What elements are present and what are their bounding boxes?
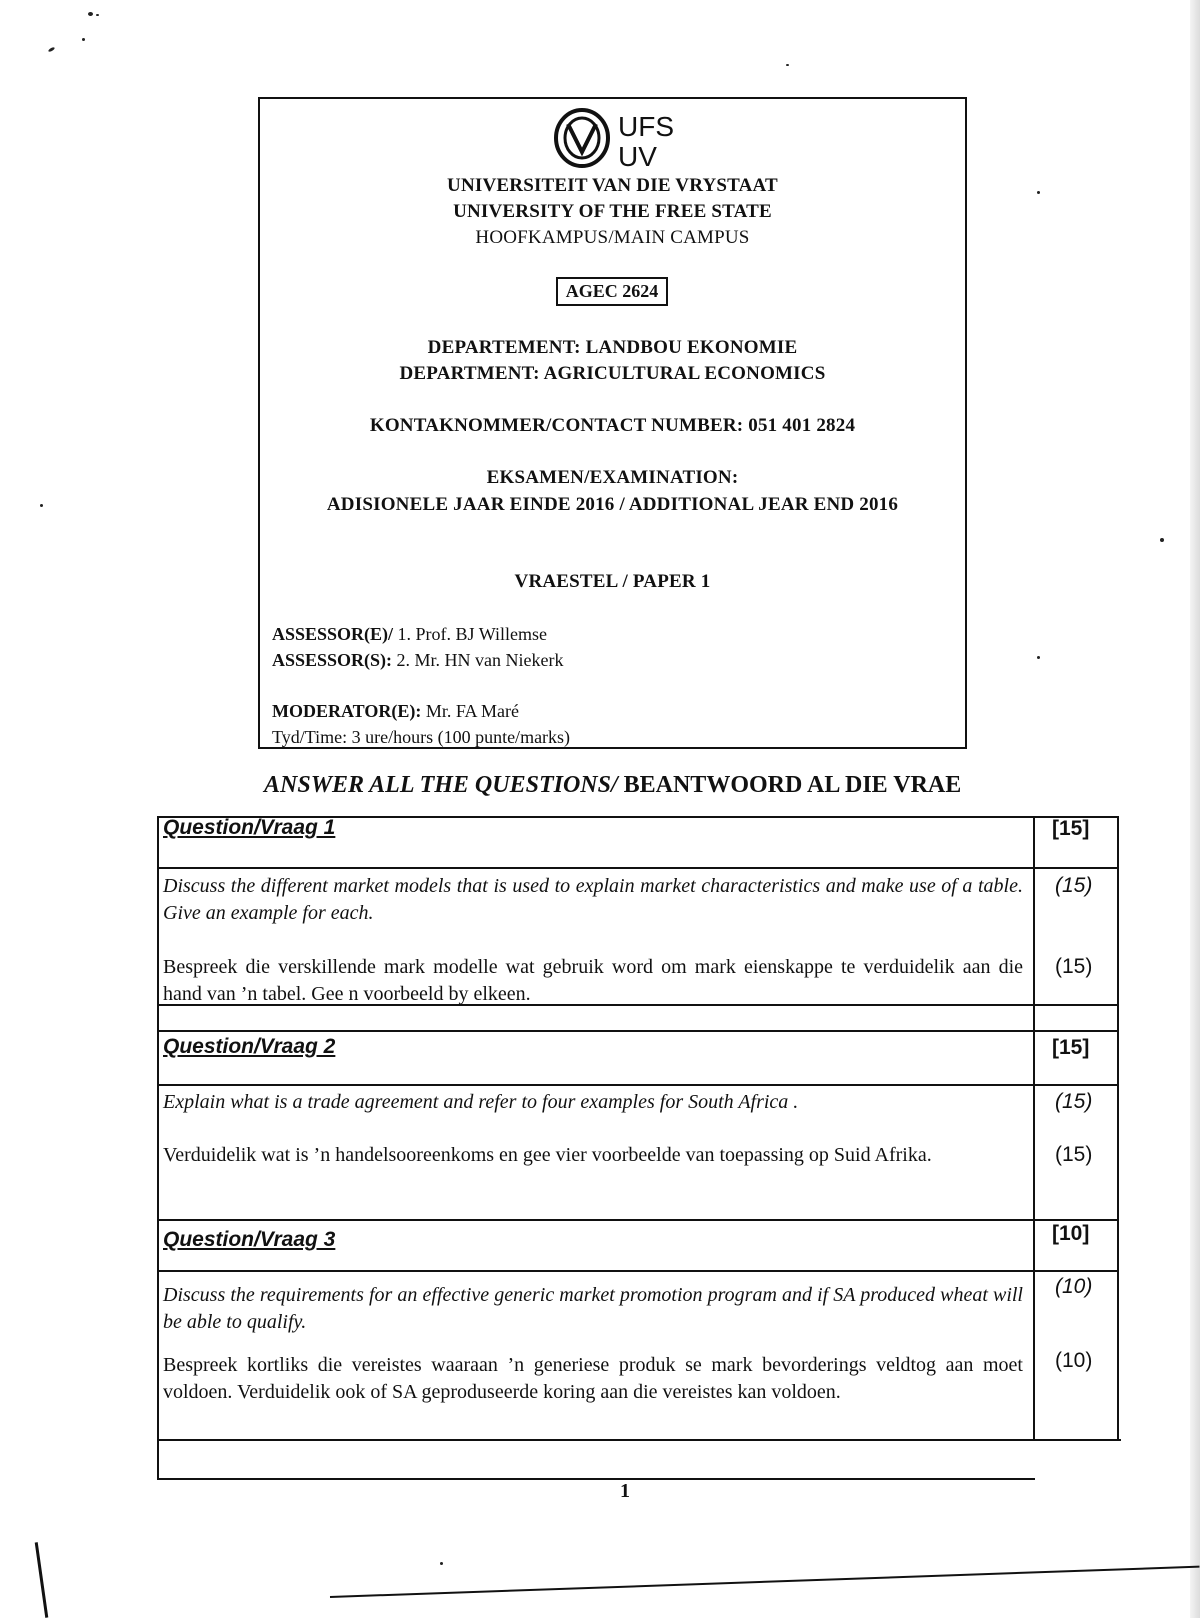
department-af: DEPARTEMENT: LANDBOU EKONOMIE xyxy=(427,337,798,358)
question-2-english-marks: (15) xyxy=(1055,1090,1093,1113)
question-1-english: Discuss the different market models that is used to explain market characteristics and make use of a table. Give an example for each. xyxy=(163,875,1023,924)
moderator-label: MODERATOR(E): xyxy=(272,701,422,721)
question-2-english: Explain what is a trade agreement and refer to four examples for South Africa . xyxy=(163,1091,799,1113)
question-1-afrikaans-marks: (15) xyxy=(1055,955,1093,978)
moderator-line xyxy=(272,701,519,722)
question-2-heading: Question/Vraag 2 xyxy=(163,1035,336,1058)
question-2-afrikaans: Verduidelik wat is ’n handelsooreenkoms en gee vier voorbeelde van toepassing op Suid Afrika. xyxy=(163,1144,932,1166)
instruction-en: ANSWER ALL THE QUESTIONS/ xyxy=(264,772,618,798)
logo-text-uv: UV xyxy=(618,141,657,170)
paper-number: VRAESTEL / PAPER 1 xyxy=(514,571,711,592)
scan-page-edge xyxy=(1190,0,1200,1618)
instruction-af: BEANTWOORD AL DIE VRAE xyxy=(617,772,962,798)
exam-session: ADISIONELE JAAR EINDE 2016 / ADDITIONAL JEAR END 2016 xyxy=(326,494,899,515)
university-name-af: UNIVERSITEIT VAN DIE VRYSTAAT xyxy=(447,175,778,196)
question-2-afrikaans-marks: (15) xyxy=(1055,1143,1093,1166)
question-3-afrikaans: Bespreek kortliks die vereistes waaraan ’n generiese produk se mark bevorderings veldtog aan moet voldoen. Verduidelik ook of SA geproduseerde koring aan die vereistes kan voldoen. xyxy=(163,1354,1023,1403)
moderator-name: Mr. FA Maré xyxy=(425,701,519,721)
department-en: DEPARTMENT: AGRICULTURAL ECONOMICS xyxy=(399,363,826,384)
logo-text-ufs: UFS xyxy=(618,111,674,142)
assessor-label-2: ASSESSOR(S): xyxy=(272,650,393,670)
exam-label: EKSAMEN/EXAMINATION: xyxy=(486,467,739,488)
question-2-total: [15] xyxy=(1052,1036,1090,1059)
question-3-afrikaans-marks: (10) xyxy=(1055,1349,1093,1372)
question-1-afrikaans: Bespreek die verskillende mark modelle wat gebruik word om mark eienskappe te verduidelik aan die hand van ’n tabel. Gee n voorbeeld by elkeen. xyxy=(163,956,1023,1005)
module-code: AGEC 2624 xyxy=(556,277,668,306)
instruction-line xyxy=(264,772,984,799)
assessor-1: 1. Prof. BJ Willemse xyxy=(397,624,547,644)
university-name-en: UNIVERSITY OF THE FREE STATE xyxy=(453,201,772,222)
assessor-label-1: ASSESSOR(E)/ xyxy=(272,624,394,644)
ufs-logo-icon xyxy=(552,106,702,170)
page-number: 1 xyxy=(620,1480,630,1502)
question-3-total: [10] xyxy=(1052,1222,1090,1245)
question-3-heading: Question/Vraag 3 xyxy=(163,1228,336,1251)
campus-name: HOOFKAMPUS/MAIN CAMPUS xyxy=(475,227,750,248)
assessor-2: 2. Mr. HN van Niekerk xyxy=(396,650,564,670)
question-3-english: Discuss the requirements for an effective generic market promotion program and if SA produced wheat will be able to qualify. xyxy=(163,1284,1023,1333)
question-1-total: [15] xyxy=(1052,817,1090,840)
assessor-line-2 xyxy=(272,650,564,671)
assessor-line-1 xyxy=(272,624,547,645)
exam-time: Tyd/Time: 3 ure/hours (100 punte/marks) xyxy=(272,727,571,747)
contact-number: KONTAKNOMMER/CONTACT NUMBER: 051 401 2824 xyxy=(369,415,856,436)
question-3-english-marks: (10) xyxy=(1055,1275,1093,1298)
question-1-heading: Question/Vraag 1 xyxy=(163,816,336,839)
question-1-english-marks: (15) xyxy=(1055,874,1093,897)
